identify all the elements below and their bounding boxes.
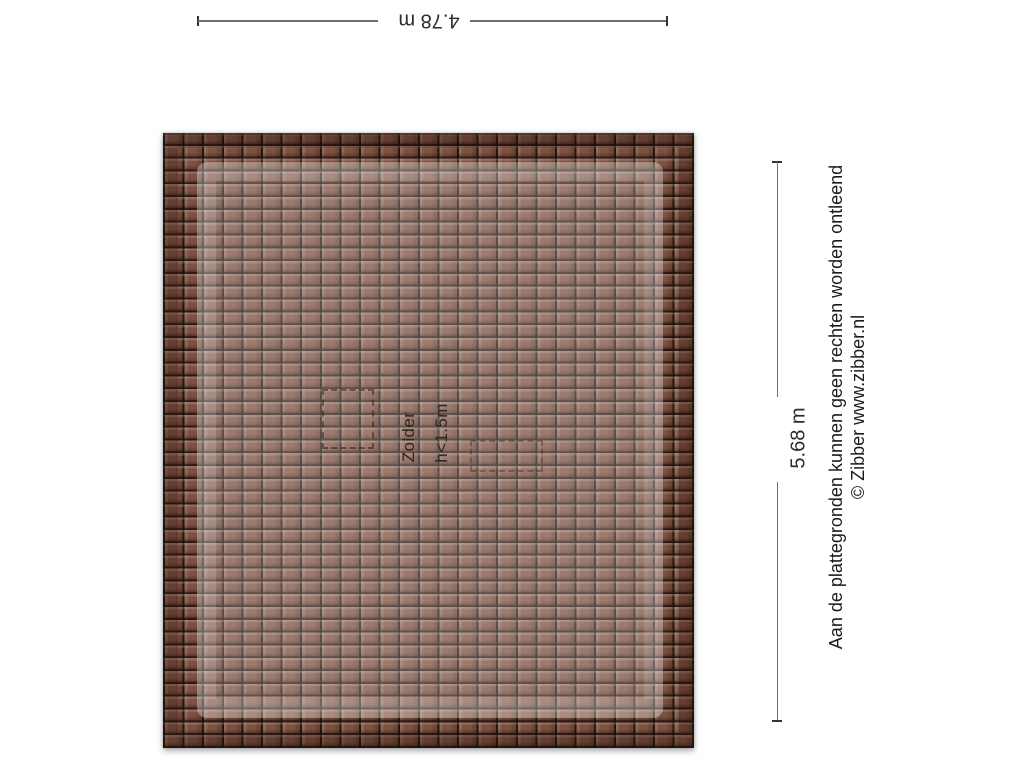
- width-dimension-label: 4.78 m: [392, 9, 465, 32]
- height-dimension-label: 5.68 m: [787, 407, 810, 469]
- height-restriction-label: h<1.5m: [432, 403, 451, 463]
- roof-opening-dashed-outline: [322, 389, 374, 449]
- dimension-line-segment: [470, 20, 667, 22]
- dimension-line-segment: [777, 482, 779, 721]
- disclaimer-text: [825, 165, 869, 649]
- room-label: Zolder: [399, 411, 418, 463]
- roof-opening-dashed-outline: [470, 440, 543, 472]
- disclaimer-line-2: © Zibber www.zibber.nl: [848, 314, 868, 500]
- dimension-tick-right: [666, 16, 669, 26]
- attic-floor-area: [197, 162, 663, 718]
- disclaimer-line-1: Aan de plattegronden kunnen geen rechten worden ontleend: [826, 164, 846, 650]
- dimension-tick-bottom: [772, 720, 782, 723]
- roof-area: [163, 133, 694, 748]
- dimension-line-segment: [777, 162, 779, 397]
- dimension-line-segment: [198, 20, 378, 22]
